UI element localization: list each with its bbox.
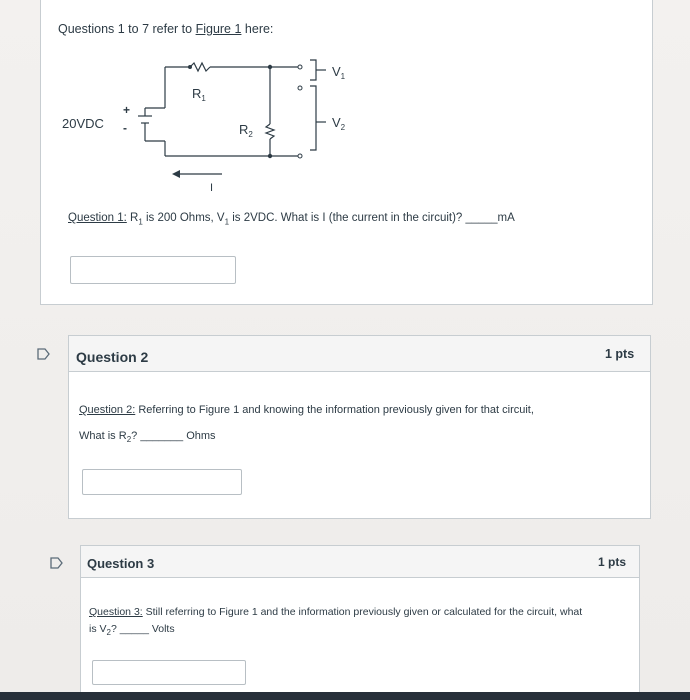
circuit-figure [60,50,380,200]
question-2-link[interactable]: Question 2: [79,404,136,416]
question-2-points: 1 pts [605,347,635,361]
question-3-title: Question 3 [87,556,155,571]
node-bottom [268,154,272,158]
question-1-link[interactable]: Question 1: [68,212,127,224]
terminal-top-right [298,65,302,69]
node-r1-left [188,65,192,69]
question-3-line-2: is $V_2$? _____ Volts [89,623,175,638]
question-1-text: Question 1: $R_1$ is 200 Ohms, $V_1$ is 2VDC. What is I (the current in the circuit)? _____mA [68,212,515,227]
question-3-line-1: Question 3: Still referring to Figure 1 and the information previously given or calculated for the circuit, what [89,606,583,618]
r2-resistor [266,124,274,139]
question-2-answer-input[interactable] [82,469,242,495]
question-2-header [69,336,650,372]
terminal-bottom-right [298,154,302,158]
node-top [268,65,272,69]
question-3-link[interactable]: Question 3: [89,606,143,618]
intro-prefix: Questions 1 to 7 refer to [58,22,196,36]
v1-label: $V_1$ [332,64,346,81]
flag-question-3-icon[interactable] [50,557,64,569]
plus-label: + [123,103,131,117]
r1-resistor [190,63,210,71]
intro-suffix: here: [241,22,274,36]
figure-1-link[interactable]: Figure 1 [195,22,242,36]
intro-text [58,22,273,36]
question-1-answer-input[interactable] [70,256,236,284]
current-arrow-head [172,170,180,178]
screen-bottom-edge [0,692,690,700]
question-2-line-1: Question 2: Referring to Figure 1 and knowing the information previously given for that circuit, [79,404,534,416]
v2-label: $V_2$ [332,115,346,132]
current-label: I [210,182,214,194]
question-3-header [81,546,639,578]
source-label: 20VDC [62,116,104,131]
minus-label: - [123,121,127,135]
question-2-title: Question 2 [76,349,149,365]
terminal-mid-right [298,86,302,90]
r2-label: $R_2$ [239,122,253,139]
question-3-answer-input[interactable] [92,660,246,685]
r1-label: $R_1$ [192,86,206,103]
question-3-points: 1 pts [598,555,627,569]
flag-question-2-icon[interactable] [37,348,51,360]
question-2-line-2: What is $R_2$? _______ Ohms [79,430,216,445]
